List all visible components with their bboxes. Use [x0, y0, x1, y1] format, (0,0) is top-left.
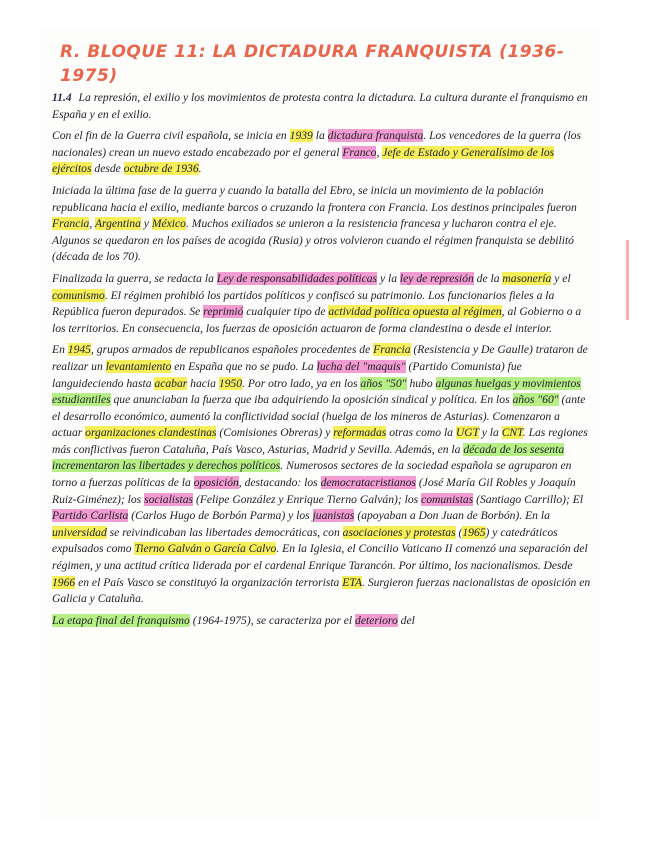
text-segment: Finalizada la guerra, se redacta la	[52, 271, 217, 285]
text-segment: . El régimen prohibió los partidos políticos y confiscó su patrimonio. Los funcionarios fieles a la República fueron depurados. Se	[52, 288, 555, 319]
text-segment: .	[198, 162, 202, 176]
text-segment: . Las regiones más conflictivas fueron Cataluña, País Vasco, Asturias, Madrid y Sevilla. Además, en la	[52, 426, 588, 456]
text-segment: . Surgieron fuerzas nacionalistas de oposición en Galicia y Cataluña.	[52, 575, 591, 606]
text-segment: La represión, el exilio y los movimientos de protesta contra la dictadura. La cultura durante el franquismo en España y en el exilio.	[52, 91, 588, 121]
paragraph	[52, 342, 592, 608]
text-segment: y el	[551, 271, 571, 285]
highlighted-text: organizaciones clandestinas	[85, 426, 217, 440]
highlighted-text: CNT	[501, 426, 523, 440]
text-segment: , al Gobierno o a los territorios. En consecuencia, los fuerzas de oposición actuaron de forma clandestina o desde el interior.	[52, 305, 582, 335]
text-segment: (ante el desarrollo económico, aumentó la conflictividad social (huelga de los mineros de Asturias). Comenzaron a actuar	[52, 393, 586, 440]
highlighted-text: La etapa final del franquismo	[52, 613, 190, 627]
highlighted-text: Franco	[342, 145, 377, 159]
highlighted-text: Jefe de Estado y Generalísimo de los ejércitos	[52, 145, 555, 176]
notebook-page	[40, 30, 600, 820]
highlighted-text: 1939	[289, 129, 313, 143]
highlighted-text: incrementaron las libertades y derechos políticos	[52, 459, 281, 473]
highlighted-text: Argentina	[94, 217, 141, 231]
highlighted-text: 11.4	[52, 91, 72, 104]
text-segment: en España que no se pudo. La	[171, 359, 317, 373]
text-segment: , grupos armados de republicanos españoles procedentes de	[90, 343, 374, 357]
highlighted-text: Tierno Galván o García Calvo	[134, 542, 277, 556]
highlighted-text: ley de represión	[399, 271, 474, 285]
text-segment: ,	[89, 217, 95, 231]
text-segment: del	[397, 613, 415, 627]
handwritten-notes	[52, 90, 592, 634]
text-segment: . En la Iglesia, el Concilio Vaticano II comenzó una separación del régimen, y una actitud crítica liderada por el cardenal Enrique Tarancón. Por último, los nacionalismos. Desde	[52, 542, 588, 573]
text-segment: (Carlos Hugo de Borbón Parma) y los	[128, 509, 313, 523]
highlighted-text: reprimió	[203, 305, 244, 319]
highlighted-text: 1945	[67, 343, 91, 357]
text-segment: (1964-1975), se caracteriza por el	[189, 613, 356, 627]
page-title: R. BLOQUE 11: LA DICTADURA FRANQUISTA (1936-1975)	[60, 42, 565, 86]
text-segment: y	[140, 217, 152, 231]
highlighted-text: México	[151, 217, 186, 231]
highlighted-text: deterioro	[355, 613, 398, 627]
highlighted-text: reformadas	[333, 426, 387, 440]
text-segment: que anunciaban la fuerza que iba adquiriendo la oposición sindical y política. En los	[110, 393, 513, 407]
highlighted-text: acabar	[154, 376, 188, 390]
text-segment: ,	[376, 145, 383, 159]
text-segment: ) y catedráticos expulsados como	[52, 525, 558, 556]
highlighted-text: 1950	[218, 376, 243, 390]
highlighted-text: democratacristianos	[320, 476, 416, 490]
highlighted-text: UGT	[455, 426, 479, 440]
text-segment: (apoyaban a Don Juan de Borbón). En la	[354, 509, 550, 523]
text-segment: (Santiago Carrillo); El	[473, 492, 584, 506]
text-segment: la	[312, 129, 328, 143]
highlighted-text: universidad	[52, 525, 107, 539]
text-segment: y la	[478, 426, 502, 440]
text-segment: se reivindicaban las libertades democráticas, con	[106, 525, 343, 539]
text-segment: En	[52, 343, 68, 357]
margin-mark	[626, 240, 629, 320]
highlighted-text: dictadura franquista	[327, 129, 424, 143]
highlighted-text: actividad política opuesta al régimen	[328, 305, 502, 319]
highlighted-text: comunistas	[421, 492, 474, 506]
text-segment: otras como la	[386, 426, 456, 440]
highlighted-text: 1965	[462, 525, 486, 539]
text-segment: (	[455, 525, 463, 539]
highlighted-text: lucha del "maquis"	[316, 359, 406, 373]
highlighted-text: década de los sesenta	[463, 442, 565, 456]
text-segment: . Muchos exiliados se unieron a la resistencia francesa y lucharon contra el eje. Algunos se quedaron en los países de acogida (Rusia) y otros volvieron cuando el régimen franquista se debilitó (década de los 70).	[52, 217, 574, 264]
highlighted-text: oposición	[193, 476, 239, 490]
text-segment: (Partido Comunista) fue languideciendo hasta	[52, 359, 522, 390]
highlighted-text: años "60"	[512, 393, 559, 407]
text-segment: (José María Gil Robles y Joaquín Ruiz-Giménez); los	[52, 476, 576, 506]
highlighted-text: masonería	[502, 271, 552, 285]
text-segment: . Los vencedores de la guerra (los nacionales) crean un nuevo estado encabezado por el general	[52, 129, 581, 159]
highlighted-text: Ley de responsabilidades políticas	[216, 271, 378, 285]
text-segment: hubo	[406, 376, 436, 390]
highlighted-text: levantamiento	[105, 359, 172, 373]
paragraph	[52, 183, 592, 266]
text-segment: cualquier tipo de	[243, 305, 329, 319]
highlighted-text: Partido Carlista	[52, 509, 129, 523]
text-segment: (Felipe González y Enrique Tierno Galván); los	[193, 492, 422, 506]
highlighted-text: Francia	[52, 217, 90, 231]
text-segment: en el País Vasco se constituyó la organización terrorista	[75, 575, 343, 589]
text-segment: y la	[377, 271, 400, 285]
text-segment: Con el fin de la Guerra civil española, se inicia en	[52, 129, 290, 143]
highlighted-text: 1966	[52, 575, 76, 589]
text-segment: (Comisiones Obreras) y	[216, 426, 334, 440]
text-segment: de la	[473, 271, 503, 285]
highlighted-text: juanistas	[312, 509, 355, 523]
highlighted-text: socialistas	[144, 492, 194, 506]
text-segment: desde	[91, 162, 124, 176]
highlighted-text: asociaciones y protestas	[342, 525, 456, 539]
highlighted-text: algunas huelgas y movimientos estudiantiles	[52, 376, 581, 407]
paragraph	[52, 90, 592, 123]
paragraph	[52, 128, 592, 178]
text-segment: , destacando: los	[238, 476, 321, 490]
text-segment: . Por otro lado, ya en los	[242, 376, 361, 390]
paragraph	[52, 271, 592, 337]
highlighted-text: comunismo	[52, 288, 105, 302]
text-segment: Iniciada la última fase de la guerra y cuando la batalla del Ebro, se inicia un movimiento de la población republicana hacia el exilio, mediante barcos o cruzando la frontera con Francia. Los destinos principales fueron	[52, 183, 577, 214]
highlighted-text: años "50"	[360, 376, 407, 390]
text-segment: (Resistencia y De Gaulle) trataron de realizar un	[52, 343, 588, 373]
text-segment: hacia	[187, 376, 219, 390]
highlighted-text: Francia	[373, 343, 411, 357]
highlighted-text: octubre de 1936	[123, 162, 199, 176]
highlighted-text: ETA	[342, 575, 363, 589]
paragraph	[52, 613, 592, 630]
text-segment: . Numerosos sectores de la sociedad española se agruparon en torno a fuerzas políticas de la	[52, 459, 572, 490]
